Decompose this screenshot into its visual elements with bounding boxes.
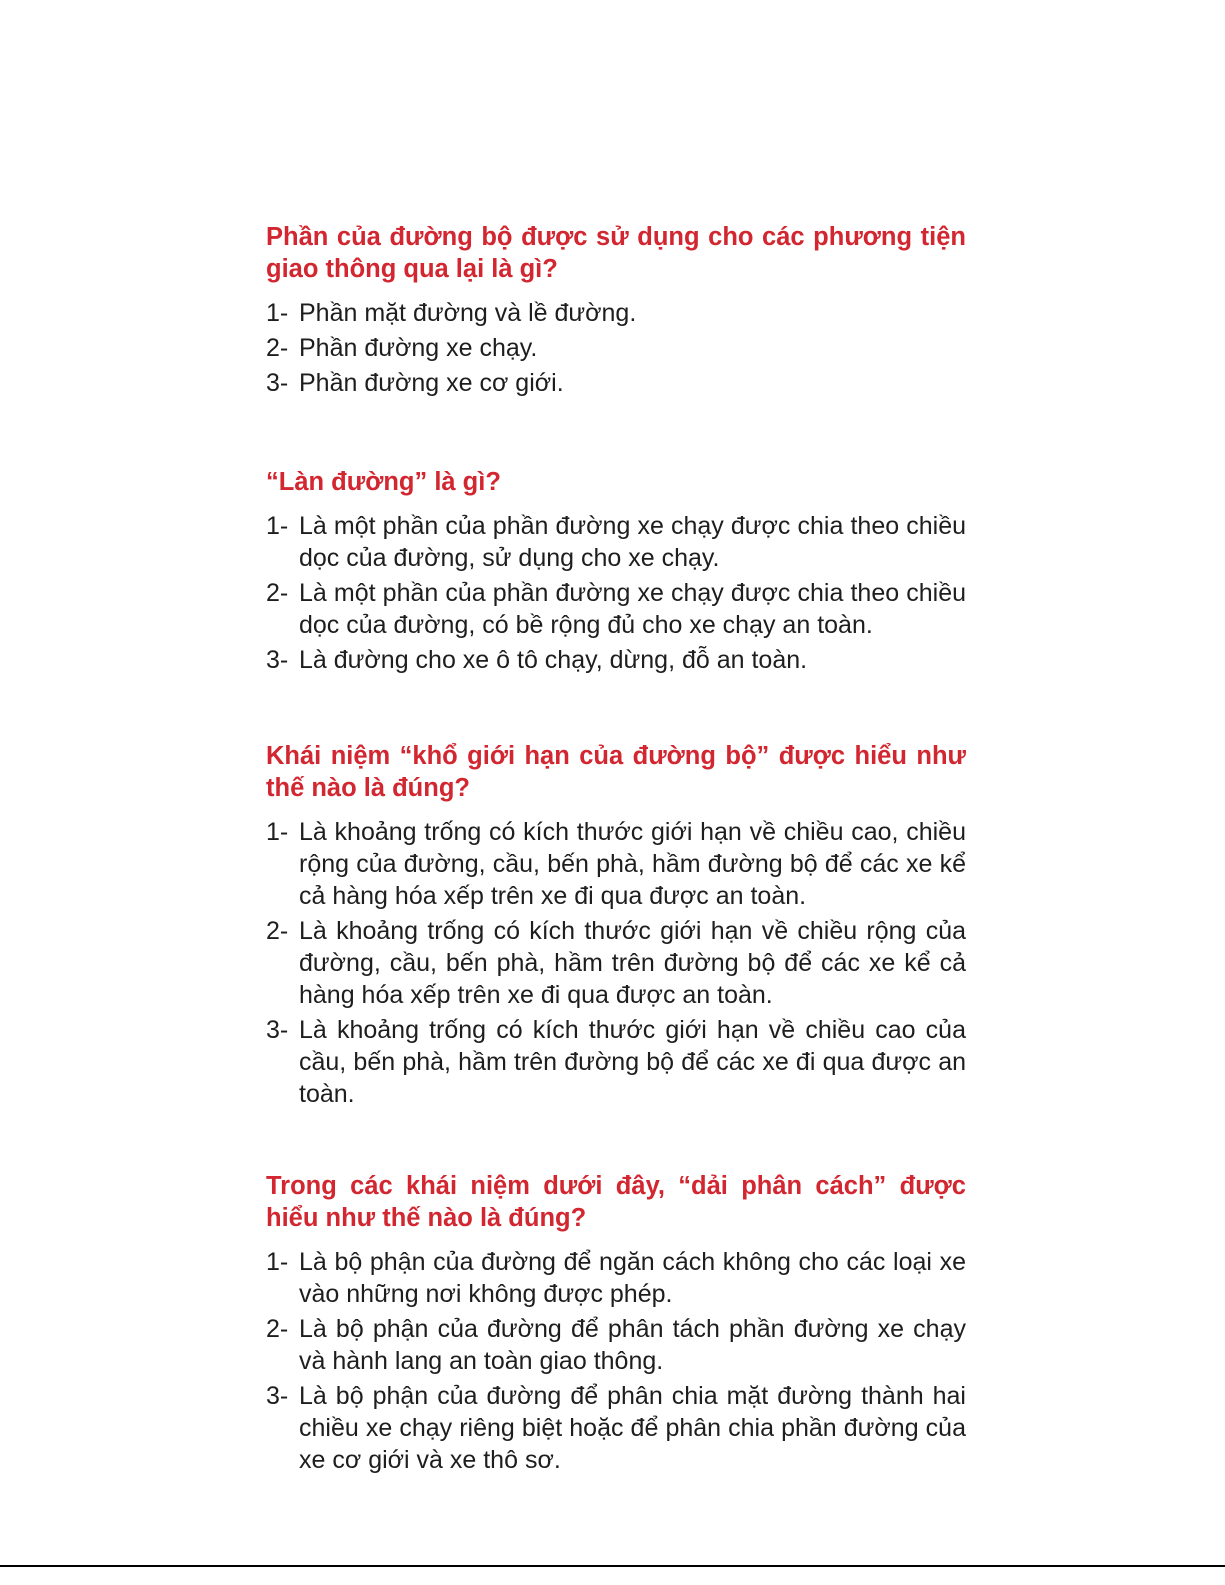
answer-number: 3- (266, 1016, 289, 1044)
answer-option (266, 644, 966, 676)
question-3 (266, 740, 966, 1113)
question-title: Trong các khái niệm dưới đây, “dải phân cách” được hiểu như thế nào là đúng? (266, 1172, 966, 1232)
answer-option (266, 367, 966, 399)
answer-option (266, 816, 966, 912)
answer-text: Là bộ phận của đường để phân tách phần đường xe chạy và hành lang an toàn giao thông. (299, 1315, 966, 1375)
answer-number: 2- (266, 579, 289, 607)
question-2 (266, 466, 966, 679)
question-1 (266, 221, 966, 402)
answer-number: 3- (266, 646, 289, 674)
answer-number: 2- (266, 334, 289, 362)
question-title: Phần của đường bộ được sử dụng cho các phương tiện giao thông qua lại là gì? (266, 223, 966, 283)
answer-list (266, 816, 966, 1110)
answer-number: 1- (266, 512, 289, 540)
answer-option (266, 1380, 966, 1476)
answer-text: Là bộ phận của đường để ngăn cách không cho các loại xe vào những nơi không được phép. (299, 1248, 966, 1308)
answer-option (266, 915, 966, 1011)
answer-text: Là một phần của phần đường xe chạy được chia theo chiều dọc của đường, sử dụng cho xe chạy. (299, 512, 966, 572)
question-title: Khái niệm “khổ giới hạn của đường bộ” được hiểu như thế nào là đúng? (266, 742, 966, 802)
answer-text: Phần mặt đường và lề đường. (299, 299, 637, 327)
answer-text: Là khoảng trống có kích thước giới hạn về chiều cao của cầu, bến phà, hầm trên đường bộ để các xe đi qua được an toàn. (299, 1016, 966, 1108)
answer-number: 1- (266, 299, 289, 327)
answer-option (266, 1246, 966, 1310)
answer-option (266, 297, 966, 329)
answer-text: Là khoảng trống có kích thước giới hạn về chiều cao, chiều rộng của đường, cầu, bến phà, hầm đường bộ để các xe kể cả hàng hóa xếp trên xe đi qua được an toàn. (299, 818, 966, 910)
answer-text: Là bộ phận của đường để phân chia mặt đường thành hai chiều xe chạy riêng biệt hoặc để phân chia phần đường của xe cơ giới và xe thô sơ. (299, 1382, 966, 1474)
answer-text: Phần đường xe cơ giới. (299, 369, 564, 397)
page-bottom-rule (0, 1565, 1225, 1567)
answer-text: Là khoảng trống có kích thước giới hạn về chiều rộng của đường, cầu, bến phà, hầm trên đường bộ để các xe kể cả hàng hóa xếp trên xe đi qua được an toàn. (299, 917, 966, 1009)
answer-number: 1- (266, 818, 289, 846)
answer-option (266, 577, 966, 641)
answer-text: Là đường cho xe ô tô chạy, dừng, đỗ an toàn. (299, 646, 808, 674)
answer-option (266, 332, 966, 364)
question-title: “Làn đường” là gì? (266, 468, 501, 496)
answer-option (266, 1014, 966, 1110)
question-4 (266, 1170, 966, 1479)
answer-list (266, 297, 966, 399)
answer-option (266, 510, 966, 574)
answer-number: 3- (266, 1382, 289, 1410)
answer-number: 1- (266, 1248, 289, 1276)
answer-list (266, 1246, 966, 1476)
answer-number: 2- (266, 917, 289, 945)
answer-number: 3- (266, 369, 289, 397)
answer-list (266, 510, 966, 676)
answer-number: 2- (266, 1315, 289, 1343)
answer-text: Phần đường xe chạy. (299, 334, 538, 362)
answer-option (266, 1313, 966, 1377)
answer-text: Là một phần của phần đường xe chạy được chia theo chiều dọc của đường, có bề rộng đủ cho xe chạy an toàn. (299, 579, 966, 639)
